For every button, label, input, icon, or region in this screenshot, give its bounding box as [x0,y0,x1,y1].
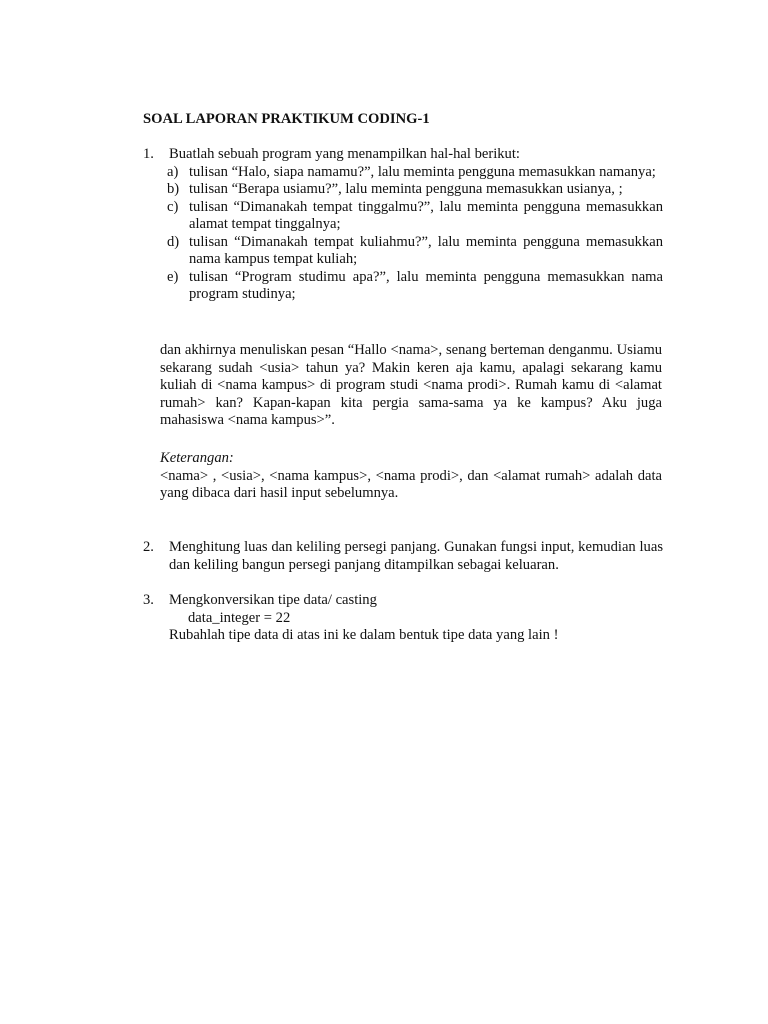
question-text: Buatlah sebuah program yang menampilkan hal-hal berikut: [169,146,520,162]
list-item-text: tulisan “Dimanakah tempat kuliahmu?”, lalu meminta pengguna memasukkan nama kampus tempat kuliah; [189,233,663,267]
code-line: data_integer = 22 [188,609,291,626]
note-block [160,450,662,503]
list-item-text: tulisan “Program studimu apa?”, lalu meminta pengguna memasukkan nama program studinya; [189,268,663,302]
question-text: Menghitung luas dan keliling persegi panjang. Gunakan fungsi input, kemudian luas dan keliling bangun persegi panjang ditampilkan sebagai keluaran. [169,539,663,573]
list-item-letter: d) [167,233,180,250]
list-item [167,181,663,199]
closing-paragraph: dan akhirnya menuliskan pesan “Hallo <nama>, senang berteman denganmu. Usiamu sekarang sudah <usia> tahun ya? Makin keren aja kamu, apalagi sekarang kamu kuliah di <nama kampus> di program studi <nama prodi>. Rumah kamu di <alamat rumah> kan? Kapan-kapan kita pergia sama-sama ya ke kampus? Aku juga mahasiswa <nama kampus>”. [160,342,662,428]
list-item [167,234,663,269]
list-item [167,269,663,304]
list-item-letter: e) [167,268,179,285]
list-item-text: tulisan “Berapa usiamu?”, lalu meminta pengguna memasukkan usianya, ; [189,181,623,197]
list-item [167,164,663,182]
question-2 [143,539,663,574]
question-instruction: Rubahlah tipe data di atas ini ke dalam bentuk tipe data yang lain ! [169,627,559,643]
list-item-letter: b) [167,181,180,197]
list-item-text: tulisan “Halo, siapa namamu?”, lalu meminta pengguna memasukkan namanya; [189,163,656,180]
list-item-text: tulisan “Dimanakah tempat tinggalmu?”, lalu meminta pengguna memasukkan alamat tempat tinggalnya; [189,198,663,232]
question-text: Mengkonversikan tipe data/ casting [169,592,377,608]
question-3 [143,592,663,645]
note-label: Keterangan: [160,450,234,466]
question-number: 3. [143,592,154,608]
question-number: 2. [143,539,154,555]
document-title: SOAL LAPORAN PRAKTIKUM CODING-1 [143,111,430,127]
list-item [167,199,663,234]
question-1 [143,146,663,304]
list-item-letter: a) [167,163,179,180]
question-number: 1. [143,146,154,162]
note-text: <nama> , <usia>, <nama kampus>, <nama prodi>, dan <alamat rumah> adalah data yang dibaca dari hasil input sebelumnya. [160,467,662,501]
list-item-letter: c) [167,198,179,215]
